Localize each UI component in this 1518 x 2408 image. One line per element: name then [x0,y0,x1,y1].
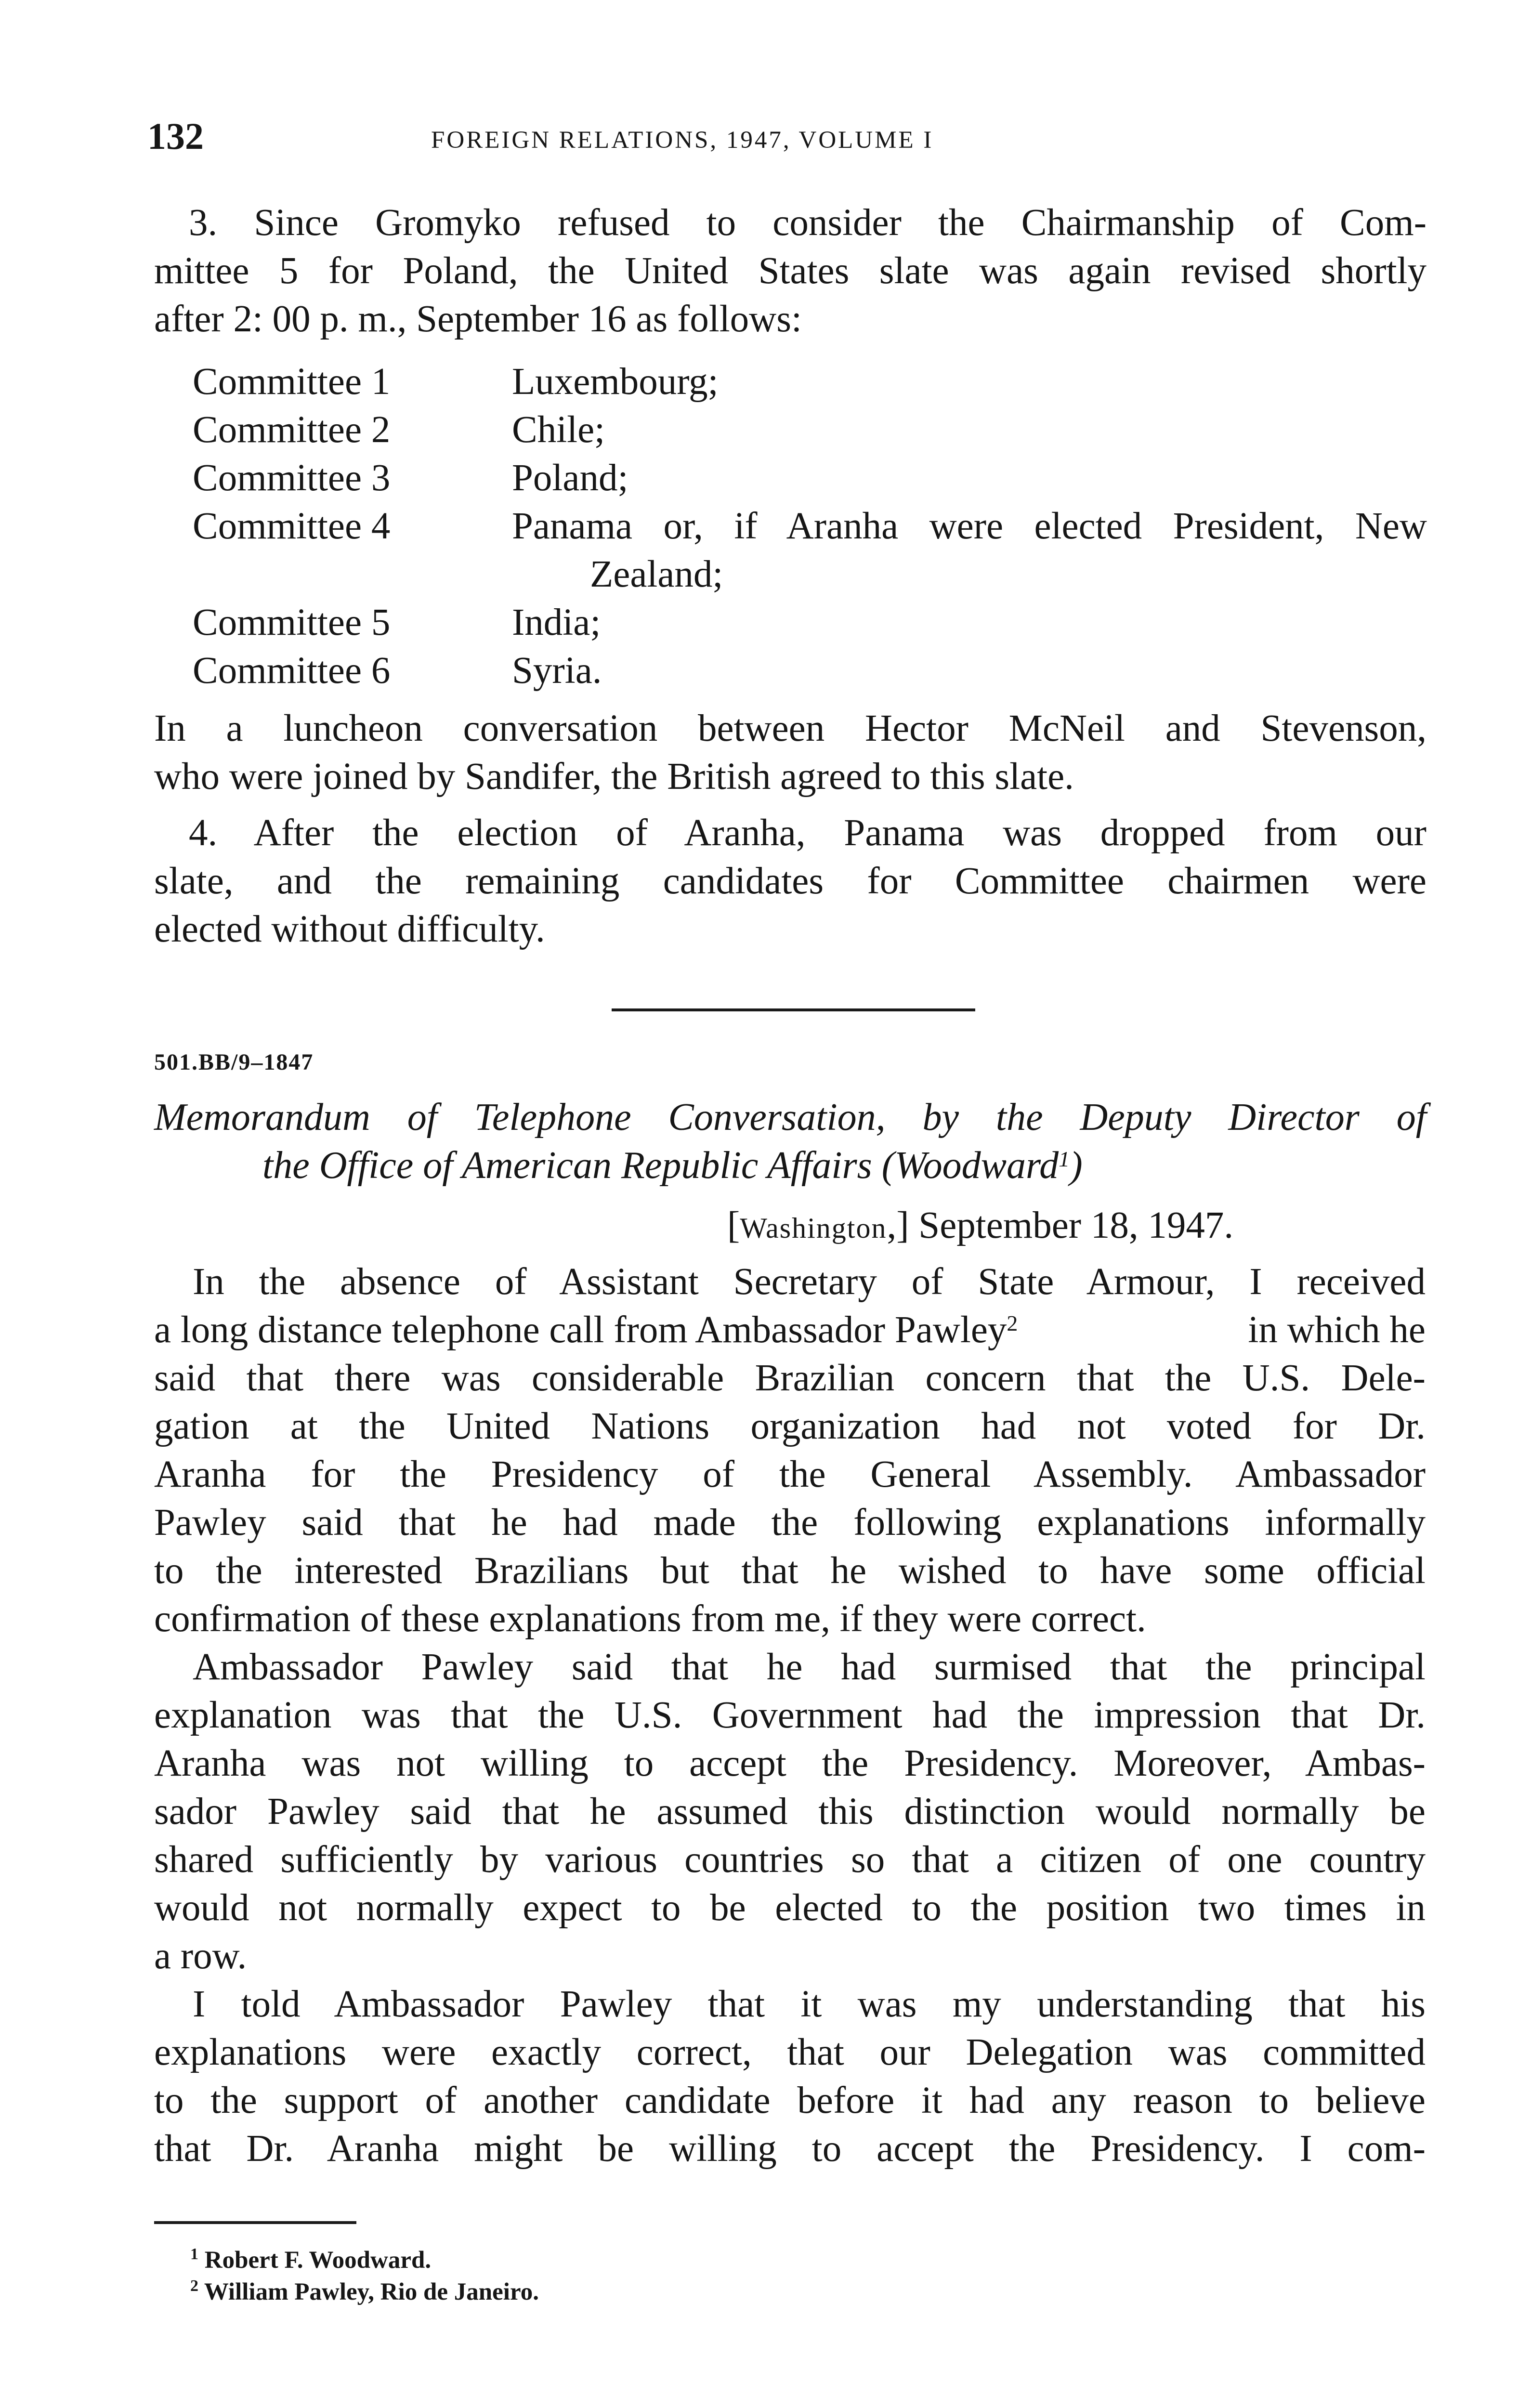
slate-country-continuation: Zealand; [590,553,723,595]
dateline-bracket: [ [727,1204,740,1246]
body-line [154,1306,1426,1354]
slate-committee: Committee 5 [193,602,391,643]
dateline-date: September 18, 1947. [918,1204,1234,1246]
body-line: shared sufficiently by various countries so that a citizen of one country [154,1839,1426,1881]
body-line-text [154,1306,1018,1354]
footnote-text: William Pawley, Rio de Janeiro. [204,2278,539,2305]
body-line: explanations were exactly correct, that our Delegation was committed [154,2031,1426,2073]
running-head: FOREIGN RELATIONS, 1947, VOLUME I [431,127,934,154]
body-line: to the support of another candidate before it had any reason to believe [154,2080,1426,2121]
body-line: Aranha for the Presidency of the General Assembly. Ambassador [154,1453,1426,1495]
body-line-head: a long distance telephone call from Ambassador Pawley [154,1309,1007,1351]
slate-country: Panama or, if Aranha were elected President, New [512,505,1427,547]
body-line: a row. [154,1935,247,1977]
footnote-marker: 2 [190,2277,198,2295]
body-line: Ambassador Pawley said that he had surmised that the principal [193,1646,1426,1688]
page-number: 132 [147,115,204,157]
section-divider [612,1008,975,1011]
para4-line-3: elected without difficulty. [154,908,545,950]
para4-line-1: 4. After the election of Aranha, Panama was dropped from our [189,812,1426,854]
document-title-line-2 [262,1141,1083,1190]
body-line: gation at the United Nations organization had not voted for Dr. [154,1405,1426,1447]
slate-country: Poland; [512,457,628,499]
document-title-text: the Office of American Republic Affairs (Woodward [262,1144,1059,1187]
body-line: to the interested Brazilians but that he wished to have some official [154,1550,1426,1592]
footnote-rule [154,2221,356,2224]
slate-country: Chile; [512,409,605,451]
slate-country: Syria. [512,650,602,692]
slate-committee: Committee 2 [193,409,391,451]
body-line: confirmation of these explanations from me, if they were correct. [154,1598,1146,1640]
footnote-ref: 1 [1059,1147,1070,1171]
body-line: would not normally expect to be elected to the position two times in [154,1887,1426,1929]
body-line: sador Pawley said that he assumed this distinction would normally be [154,1791,1426,1832]
para4-line-2: slate, and the remaining candidates for Committee chairmen were [154,860,1426,902]
body-line: that Dr. Aranha might be willing to accept the Presidency. I com- [154,2128,1426,2170]
body-line: I told Ambassador Pawley that it was my understanding that his [193,1983,1426,2025]
dateline [727,1202,1233,1252]
file-number: 501.BB/9–1847 [154,1049,314,1075]
dateline-bracket: ,] [887,1204,909,1246]
para3-line-3: after 2: 00 p. m., September 16 as follows: [154,298,802,340]
body-line: In the absence of Assistant Secretary of State Armour, I received [193,1261,1426,1303]
body-line: explanation was that the U.S. Government had the impression that Dr. [154,1694,1426,1736]
footnote-text: Robert F. Woodward. [204,2247,432,2274]
body-line: said that there was considerable Brazilian concern that the U.S. Dele- [154,1357,1426,1399]
luncheon-line-1: In a luncheon conversation between Hector McNeil and Stevenson, [154,707,1426,749]
slate-country: Luxembourg; [512,361,719,403]
document-title-close: ) [1070,1144,1083,1187]
slate-committee: Committee 3 [193,457,391,499]
slate-committee: Committee 6 [193,650,391,692]
dateline-place: Washington [740,1212,887,1244]
slate-committee: Committee 4 [193,505,391,547]
slate-committee: Committee 1 [193,361,391,403]
body-line: Aranha was not willing to accept the Presidency. Moreover, Ambas- [154,1742,1426,1784]
body-line-tail: in which he [1248,1309,1426,1351]
para3-line-1: 3. Since Gromyko refused to consider the Chairmanship of Com- [189,202,1426,244]
document-title-line-1: Memorandum of Telephone Conversation, by the Deputy Director of [154,1096,1426,1139]
para3-line-2: mittee 5 for Poland, the United States slate was again revised shortly [154,250,1426,292]
body-line: Pawley said that he had made the following explanations informally [154,1502,1426,1544]
slate-country: India; [512,602,601,643]
footnote [190,2276,539,2308]
footnote-ref: 2 [1007,1311,1018,1335]
luncheon-line-2: who were joined by Sandifer, the British agreed to this slate. [154,756,1074,798]
footnote [190,2244,431,2276]
footnote-marker: 1 [190,2245,198,2263]
